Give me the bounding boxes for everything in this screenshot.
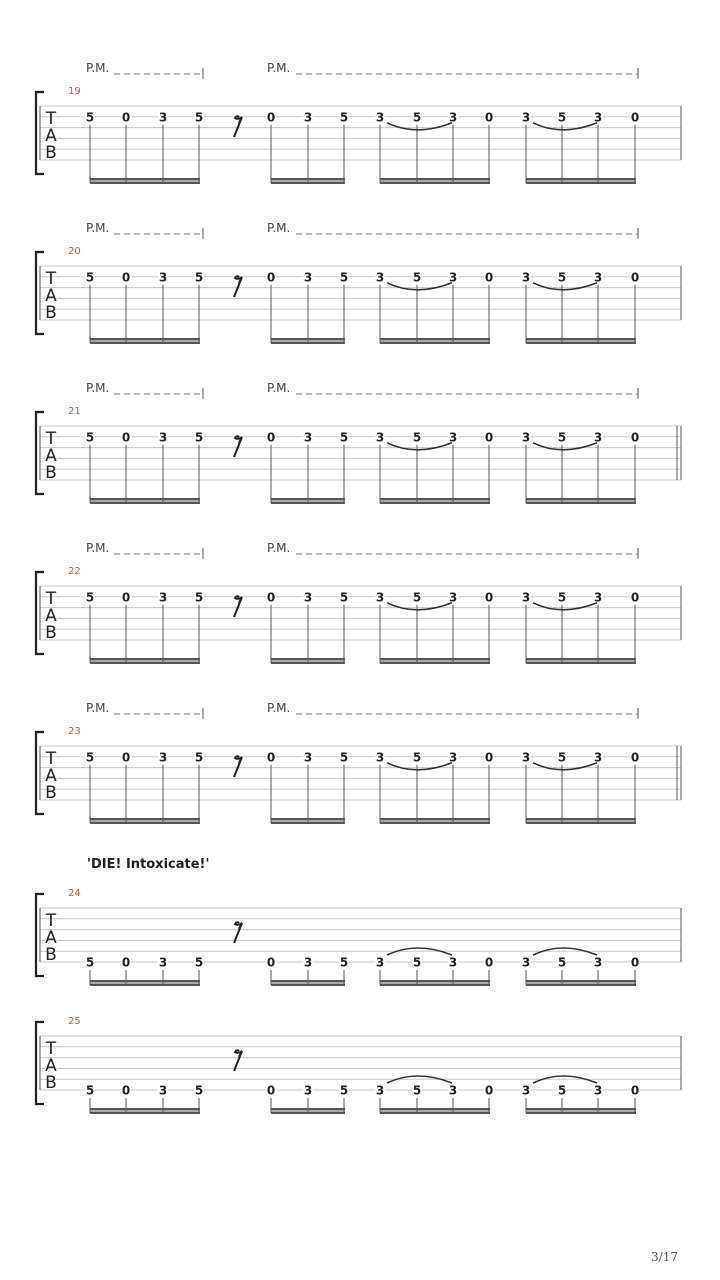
beam (90, 658, 200, 661)
fret-number: 3 (448, 1083, 458, 1098)
fret-number: 0 (630, 270, 640, 285)
fret-number: 5 (557, 430, 567, 445)
measure-number: 24 (68, 888, 81, 899)
measure-number: 22 (68, 566, 81, 577)
tab-system-22 (36, 541, 681, 664)
fret-number: 3 (303, 955, 313, 970)
fret-number: 5 (412, 590, 422, 605)
fret-number: 3 (521, 270, 531, 285)
fret-number: 0 (484, 270, 494, 285)
tab-clef-b: B (45, 143, 57, 163)
beam (90, 822, 200, 825)
beam (90, 342, 200, 345)
fret-number: 0 (266, 750, 276, 765)
fret-number: 3 (303, 270, 313, 285)
fret-number: 3 (521, 1083, 531, 1098)
beam (526, 1108, 636, 1111)
tab-clef-b: B (45, 463, 57, 483)
beam (380, 338, 490, 341)
beam (271, 338, 345, 341)
fret-number: 0 (121, 110, 131, 125)
beam (526, 498, 636, 501)
fret-number: 3 (303, 430, 313, 445)
beam (90, 182, 200, 185)
fret-number: 3 (303, 1083, 313, 1098)
fret-number: 5 (85, 1083, 95, 1098)
tab-system-23 (36, 701, 681, 824)
palm-mute-label: P.M. (86, 541, 110, 555)
fret-number: 5 (557, 590, 567, 605)
beam (271, 182, 345, 185)
beam (90, 1108, 200, 1111)
fret-number: 3 (448, 270, 458, 285)
fret-number: 0 (266, 110, 276, 125)
fret-number: 5 (85, 955, 95, 970)
beam (380, 984, 490, 987)
beam (271, 342, 345, 345)
beam (526, 984, 636, 987)
beam (90, 178, 200, 181)
fret-number: 0 (484, 955, 494, 970)
beam (90, 502, 200, 505)
rest-symbol (234, 116, 242, 137)
measure-number: 25 (68, 1016, 81, 1027)
fret-number: 3 (593, 590, 603, 605)
tab-clef-t: T (45, 269, 57, 289)
tab-clef-a: A (45, 606, 57, 626)
fret-number: 3 (593, 1083, 603, 1098)
fret-number: 0 (121, 955, 131, 970)
fret-number: 3 (375, 750, 385, 765)
tab-clef-a: A (45, 126, 57, 146)
tab-clef-t: T (45, 911, 57, 931)
tab-clef-b: B (45, 783, 57, 803)
note-group (85, 955, 204, 986)
fret-number: 0 (484, 430, 494, 445)
tab-clef-t: T (45, 1039, 57, 1059)
fret-number: 0 (630, 110, 640, 125)
beam (380, 178, 490, 181)
note-group (521, 270, 640, 344)
fret-number: 3 (521, 955, 531, 970)
note-group (85, 1083, 204, 1114)
fret-number: 5 (85, 590, 95, 605)
fret-number: 5 (194, 1083, 204, 1098)
measure-number: 21 (68, 406, 81, 417)
beam (271, 502, 345, 505)
tab-clef-a: A (45, 766, 57, 786)
beam (90, 338, 200, 341)
palm-mute-label: P.M. (86, 701, 110, 715)
fret-number: 0 (484, 590, 494, 605)
palm-mute-label: P.M. (86, 61, 110, 75)
fret-number: 3 (593, 955, 603, 970)
tab-clef-b: B (45, 623, 57, 643)
tab-system-19 (36, 61, 681, 184)
beam (380, 822, 490, 825)
beam (271, 662, 345, 665)
beam (526, 818, 636, 821)
beam (526, 338, 636, 341)
beam (380, 502, 490, 505)
note-group (521, 590, 640, 664)
note-group (85, 430, 204, 504)
fret-number: 3 (375, 1083, 385, 1098)
note-group (375, 430, 494, 504)
fret-number: 5 (85, 270, 95, 285)
palm-mute-label: P.M. (267, 61, 291, 75)
fret-number: 3 (593, 750, 603, 765)
fret-number: 3 (158, 110, 168, 125)
tab-clef-b: B (45, 303, 57, 323)
palm-mute-label: P.M. (267, 221, 291, 235)
beam (380, 498, 490, 501)
fret-number: 3 (448, 430, 458, 445)
fret-number: 0 (630, 750, 640, 765)
rest-symbol (234, 922, 242, 943)
measure-number: 23 (68, 726, 81, 737)
fret-number: 0 (266, 430, 276, 445)
palm-mute-label: P.M. (267, 541, 291, 555)
beam (380, 182, 490, 185)
note-group (85, 590, 204, 664)
beam (271, 822, 345, 825)
fret-number: 5 (194, 750, 204, 765)
fret-number: 0 (484, 750, 494, 765)
fret-number: 3 (375, 955, 385, 970)
tab-clef-b: B (45, 945, 57, 965)
fret-number: 3 (158, 270, 168, 285)
fret-number: 0 (266, 955, 276, 970)
tab-clef-a: A (45, 928, 57, 948)
note-group (521, 750, 640, 824)
tab-clef-t: T (45, 109, 57, 129)
beam (271, 1108, 345, 1111)
palm-mute-label: P.M. (267, 381, 291, 395)
fret-number: 3 (521, 110, 531, 125)
fret-number: 0 (121, 270, 131, 285)
beam (380, 1112, 490, 1115)
rest-symbol (234, 276, 242, 297)
beam (271, 980, 345, 983)
beam (526, 502, 636, 505)
beam (90, 1112, 200, 1115)
beam (90, 980, 200, 983)
note-group (85, 270, 204, 344)
beam (271, 658, 345, 661)
beam (526, 822, 636, 825)
note-group (521, 1076, 640, 1114)
note-group (375, 1076, 494, 1114)
fret-number: 3 (521, 430, 531, 445)
beam (526, 658, 636, 661)
note-group (85, 750, 204, 824)
palm-mute-label: P.M. (267, 701, 291, 715)
beam (380, 662, 490, 665)
tab-system-21 (36, 381, 681, 504)
fret-number: 5 (412, 430, 422, 445)
fret-number: 0 (266, 590, 276, 605)
fret-number: 3 (375, 430, 385, 445)
beam (271, 984, 345, 987)
beam (271, 498, 345, 501)
measure-number: 20 (68, 246, 81, 257)
tab-system-25 (36, 1016, 681, 1114)
beam (526, 1112, 636, 1115)
beam (271, 1112, 345, 1115)
tab-clef-t: T (45, 429, 57, 449)
fret-number: 3 (375, 270, 385, 285)
fret-number: 5 (412, 110, 422, 125)
fret-number: 0 (630, 955, 640, 970)
beam (380, 818, 490, 821)
beam (90, 498, 200, 501)
tab-clef-b: B (45, 1073, 57, 1093)
fret-number: 5 (339, 430, 349, 445)
beam (526, 980, 636, 983)
beam (90, 818, 200, 821)
fret-number: 0 (630, 590, 640, 605)
fret-number: 3 (158, 955, 168, 970)
fret-number: 3 (303, 110, 313, 125)
fret-number: 3 (448, 750, 458, 765)
fret-number: 5 (194, 270, 204, 285)
note-group (375, 590, 494, 664)
tab-clef-a: A (45, 286, 57, 306)
note-group (266, 270, 349, 344)
note-group (85, 110, 204, 184)
fret-number: 5 (85, 430, 95, 445)
beam (90, 984, 200, 987)
fret-number: 3 (158, 430, 168, 445)
tab-system-20 (36, 221, 681, 344)
beam (90, 662, 200, 665)
note-group (266, 110, 349, 184)
note-group (266, 750, 349, 824)
note-group (521, 430, 640, 504)
fret-number: 5 (339, 270, 349, 285)
beam (526, 182, 636, 185)
fret-number: 5 (85, 110, 95, 125)
tab-system-24 (36, 857, 681, 986)
fret-number: 5 (557, 270, 567, 285)
fret-number: 3 (593, 110, 603, 125)
fret-number: 5 (85, 750, 95, 765)
fret-number: 3 (303, 750, 313, 765)
fret-number: 3 (593, 270, 603, 285)
fret-number: 5 (557, 955, 567, 970)
fret-number: 0 (121, 1083, 131, 1098)
fret-number: 3 (448, 955, 458, 970)
note-group (375, 750, 494, 824)
fret-number: 5 (339, 750, 349, 765)
fret-number: 5 (557, 1083, 567, 1098)
fret-number: 3 (375, 590, 385, 605)
beam (526, 662, 636, 665)
note-group (266, 1083, 349, 1114)
fret-number: 0 (266, 1083, 276, 1098)
fret-number: 0 (121, 430, 131, 445)
beam (271, 818, 345, 821)
beam (526, 342, 636, 345)
note-group (266, 590, 349, 664)
fret-number: 3 (158, 1083, 168, 1098)
fret-number: 5 (412, 1083, 422, 1098)
tab-clef-a: A (45, 1056, 57, 1076)
fret-number: 0 (484, 110, 494, 125)
fret-number: 5 (339, 955, 349, 970)
fret-number: 5 (339, 110, 349, 125)
note-group (375, 270, 494, 344)
fret-number: 0 (630, 1083, 640, 1098)
note-group (375, 110, 494, 184)
tab-clef-t: T (45, 749, 57, 769)
fret-number: 5 (194, 590, 204, 605)
measure-number: 19 (68, 86, 81, 97)
note-group (521, 110, 640, 184)
fret-number: 5 (194, 955, 204, 970)
fret-number: 3 (375, 110, 385, 125)
fret-number: 5 (412, 270, 422, 285)
fret-number: 3 (158, 590, 168, 605)
note-group (266, 430, 349, 504)
fret-number: 5 (194, 430, 204, 445)
beam (380, 342, 490, 345)
rest-symbol (234, 436, 242, 457)
note-group (521, 948, 640, 986)
fret-number: 3 (521, 590, 531, 605)
fret-number: 0 (121, 590, 131, 605)
beam (526, 178, 636, 181)
beam (380, 1108, 490, 1111)
fret-number: 5 (194, 110, 204, 125)
fret-number: 5 (557, 750, 567, 765)
fret-number: 5 (557, 110, 567, 125)
fret-number: 0 (266, 270, 276, 285)
beam (380, 980, 490, 983)
fret-number: 3 (593, 430, 603, 445)
rest-symbol (234, 596, 242, 617)
fret-number: 5 (339, 590, 349, 605)
fret-number: 0 (121, 750, 131, 765)
fret-number: 3 (521, 750, 531, 765)
lyric-annotation: 'DIE! Intoxicate!' (87, 857, 210, 872)
fret-number: 0 (484, 1083, 494, 1098)
fret-number: 5 (412, 955, 422, 970)
note-group (266, 955, 349, 986)
rest-symbol (234, 756, 242, 777)
tab-clef-a: A (45, 446, 57, 466)
fret-number: 3 (448, 590, 458, 605)
tab-clef-t: T (45, 589, 57, 609)
palm-mute-label: P.M. (86, 221, 110, 235)
beam (380, 658, 490, 661)
note-group (375, 948, 494, 986)
fret-number: 5 (339, 1083, 349, 1098)
fret-number: 0 (630, 430, 640, 445)
rest-symbol (234, 1050, 242, 1071)
fret-number: 3 (158, 750, 168, 765)
fret-number: 3 (303, 590, 313, 605)
page-number: 3/17 (651, 1250, 678, 1264)
fret-number: 3 (448, 110, 458, 125)
palm-mute-label: P.M. (86, 381, 110, 395)
beam (271, 178, 345, 181)
fret-number: 5 (412, 750, 422, 765)
